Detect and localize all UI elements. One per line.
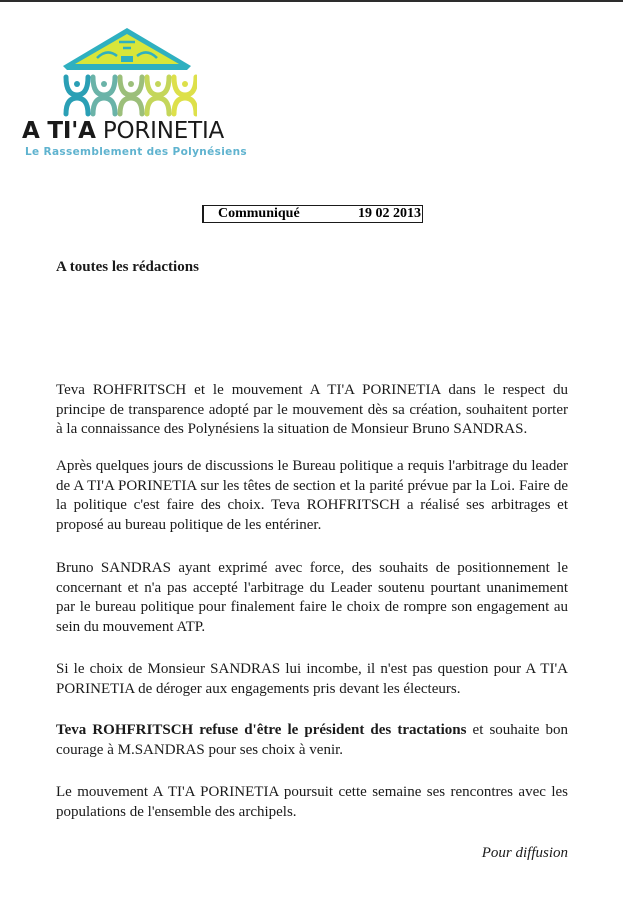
logo-name-regular: PORINETIA [102,118,225,144]
logo-figures [66,77,196,114]
refusal-statement-rest: et souhaite bon courage à M.SANDRAS pour ses choix à venir. [56,722,568,758]
paragraph-sandras-departure: Bruno SANDRAS ayant exprimé avec force, des souhaits de positionnement le concernant et n'a pas accepté l'arbitrage du Leader soutenu pourtant unanimement par le bureau politique pour finalement faire le choix de rompre son engagement au sein du mouvement ATP. [56,560,568,635]
paragraph-commitments: Si le choix de Monsieur SANDRAS lui incombe, il n'est pas question pour A TI'A PORINETIA de déroger aux engagements pris devant les électeurs. [56,661,568,697]
logo-emblem-icon [57,22,197,117]
closing-note: Pour diffusion [481,845,568,861]
logo-tagline: Le Rassemblement des Polynésiens [25,146,248,158]
communique-date: 19 02 2013 [358,206,421,221]
paragraph-transparency: Teva ROHFRITSCH et le mouvement A TI'A PORINETIA dans le respect du principe de transparence adopté par le mouvement dès sa création, souhaitent porter à la connaissance des Polynésiens la situation de Monsieur Bruno SANDRAS. [56,382,568,437]
refusal-statement-bold: Teva ROHFRITSCH refuse d'être le président des tractations [56,722,467,738]
communique-label: Communiqué [218,206,300,221]
page-top-border [0,0,623,2]
paragraph-arbitration: Après quelques jours de discussions le Bureau politique a requis l'arbitrage du leader de A TI'A PORINETIA sur les têtes de section et la parité prévue par la Loi. Faire de la politique c'est faire des choix. Teva ROHFRITSCH a réalisé ses arbitrages et proposé au bureau politique de les entériner. [56,458,568,533]
communique-header-box [202,205,423,223]
logo-wordmark [22,118,224,144]
paragraph-meetings: Le mouvement A TI'A PORINETIA poursuit cette semaine ses rencontres avec les populations de l'ensemble des archipels. [56,784,568,820]
logo-name-bold: A TI'A [22,118,96,144]
party-logo [22,22,248,162]
salutation: A toutes les rédactions [56,259,199,275]
paragraph-refusal [56,721,568,760]
